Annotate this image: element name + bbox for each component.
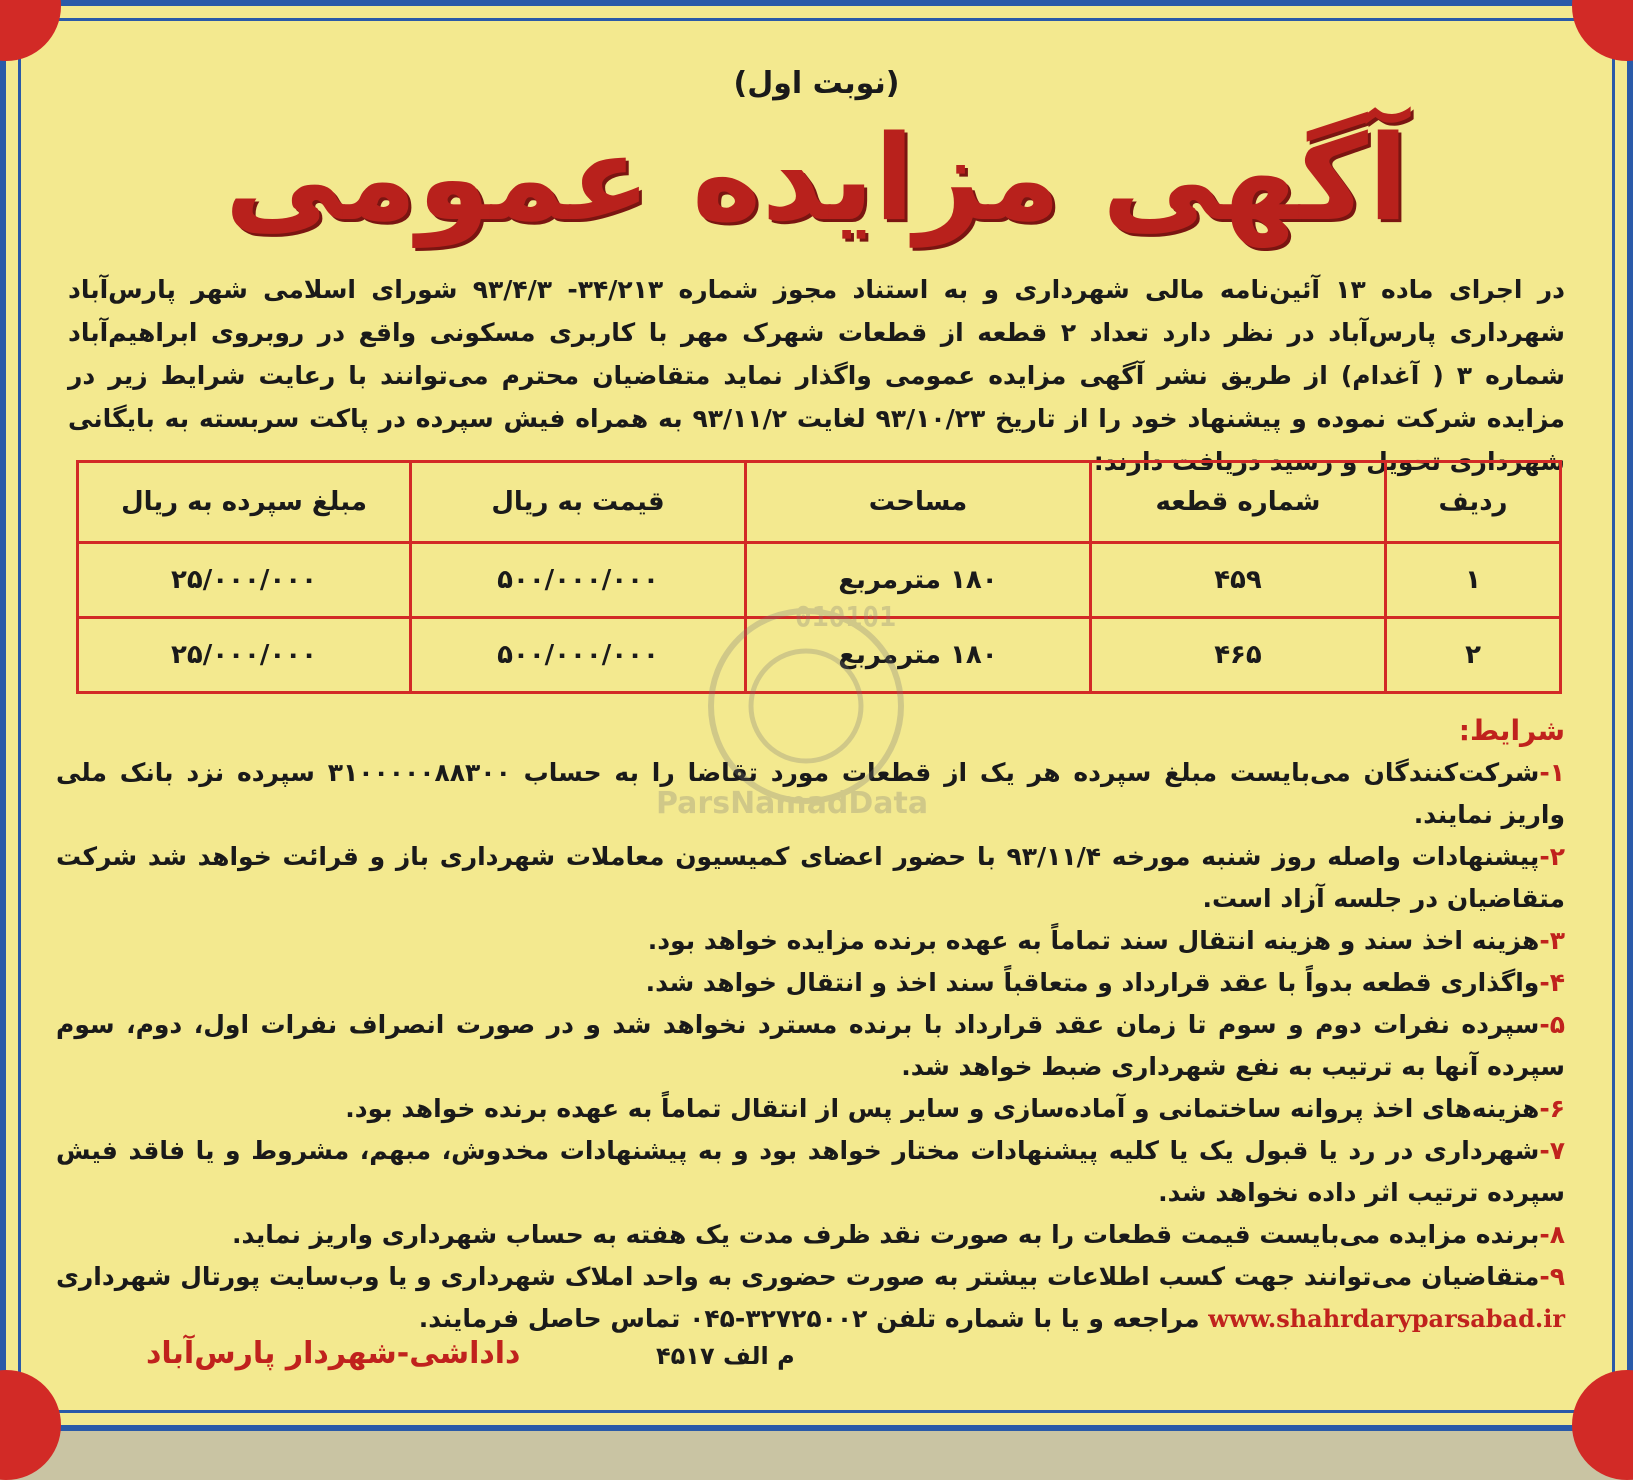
condition-text: هزینه اخذ سند و هزینه انتقال سند تماماً به عهده برنده مزایده خواهد بود. (647, 926, 1540, 955)
cell-price: ۵۰۰/۰۰۰/۰۰۰ (411, 618, 746, 693)
conditions-heading: شرایط: (1458, 714, 1565, 747)
publication-reference: م الف ۴۵۱۷ (656, 1342, 795, 1370)
condition-number: ۱- (1539, 758, 1566, 787)
conditions-list (56, 752, 1565, 1340)
condition-number: ۶- (1539, 1094, 1565, 1123)
condition-item (56, 1088, 1565, 1130)
condition-text: برنده مزایده می‌بایست قیمت قطعات را به صورت نقد ظرف مدت یک هفته به حساب شهرداری واریز نماید. (231, 1220, 1540, 1249)
condition-number: ۴- (1539, 968, 1565, 997)
condition-text: شهرداری در رد یا قبول یک یا کلیه پیشنهادات مختار خواهد بود و به پیشنهادات مخدوش، مبهم، مشروط و یا فاقد فیش سپرده ترتیب اثر داده نخواهد شد. (56, 1136, 1565, 1207)
corner-decoration (0, 1370, 61, 1480)
condition-item (56, 752, 1565, 836)
condition-number: ۹- (1539, 1262, 1565, 1291)
condition-item (56, 1214, 1565, 1256)
table-row (78, 618, 1561, 693)
cell-price: ۵۰۰/۰۰۰/۰۰۰ (411, 543, 746, 618)
condition-number: ۳- (1539, 926, 1565, 955)
corner-decoration (0, 0, 61, 61)
condition-number: ۵- (1539, 1010, 1565, 1039)
cell-area: ۱۸۰ مترمربع (746, 618, 1091, 693)
condition-text: شرکت‌کنندگان می‌بایست مبلغ سپرده هر یک از قطعات مورد تقاضا را به حساب ۳۱۰۰۰۰۰۸۸۳۰۰ سپرده نزد بانک ملی واریز نمایند. (56, 758, 1565, 829)
condition-text-tail: مراجعه و یا با شماره تلفن ۳۲۷۲۵۰۰۲-۰۴۵ تماس حاصل فرمایند. (418, 1304, 1200, 1333)
condition-text: پیشنهادات واصله روز شنبه مورخه ۹۳/۱۱/۴ با حضور اعضای کمیسیون معاملات شهرداری باز و قرائت خواهد شد شرکت متقاضیان در جلسه آزاد است. (56, 842, 1565, 913)
table-header-row (78, 462, 1561, 543)
col-header-plot-number: شماره قطعه (1091, 462, 1386, 543)
notice-round: (نوبت اول) (733, 66, 900, 101)
cell-plot-number: ۴۵۹ (1091, 543, 1386, 618)
condition-number: ۲- (1539, 842, 1565, 871)
watermark-digits: 010101 (794, 600, 896, 633)
cell-row-number: ۱ (1386, 543, 1561, 618)
cell-plot-number: ۴۶۵ (1091, 618, 1386, 693)
intro-paragraph: در اجرای ماده ۱۳ آئین‌نامه مالی شهرداری و به استناد مجوز شماره ۳۴/۲۱۳- ۹۳/۴/۳ شورای اسلامی شهر پارس‌آباد شهرداری پارس‌آباد در نظر دارد تعداد ۲ قطعه از قطعات شهرک مهر با کاربری مسکونی واقع در روبروی ابراهیم‌آباد شماره ۳ ( آغدام) از طریق نشر آگهی مزایده عمومی واگذار نماید متقاضیان محترم می‌توانند با رعایت شرایط زیر در مزایده شرکت نموده و پیشنهاد خود را از تاریخ ۹۳/۱۰/۲۳ لغایت ۹۳/۱۱/۲ به همراه فیش سپرده در پاکت سربسته به بایگانی شهرداری تحویل و رسید دریافت دارند: (68, 275, 1565, 476)
cell-area: ۱۸۰ مترمربع (746, 543, 1091, 618)
cell-row-number: ۲ (1386, 618, 1561, 693)
table-row (78, 543, 1561, 618)
condition-item (56, 962, 1565, 1004)
plots-table (76, 460, 1562, 694)
condition-number: ۸- (1539, 1220, 1565, 1249)
col-header-row-number: ردیف (1386, 462, 1561, 543)
condition-text: سپرده نفرات دوم و سوم تا زمان عقد قرارداد با برنده مسترد نخواهد شد و در صورت انصراف نفرات اول، دوم، سوم سپرده آنها به ترتیب به نفع شهرداری ضبط خواهد شد. (56, 1010, 1565, 1081)
condition-item (56, 1130, 1565, 1214)
condition-text: متقاضیان می‌توانند جهت کسب اطلاعات بیشتر به صورت حضوری به واحد املاک شهرداری و یا وب‌سایت پورتال شهرداری (56, 1262, 1540, 1291)
col-header-area: مساحت (746, 462, 1091, 543)
corner-decoration (1572, 0, 1633, 61)
condition-item (56, 920, 1565, 962)
corner-decoration (1572, 1370, 1633, 1480)
watermark-text: ParsNamadData (656, 786, 929, 821)
condition-item (56, 836, 1565, 920)
condition-text: هزینه‌های اخذ پروانه ساختمانی و آماده‌سازی و سایر پس از انتقال تماماً به عهده برنده خواهد بود. (345, 1094, 1540, 1123)
cell-deposit: ۲۵/۰۰۰/۰۰۰ (78, 543, 411, 618)
website-link[interactable]: www.shahrdaryparsabad.ir (1208, 1304, 1565, 1333)
condition-text: واگذاری قطعه بدواً با عقد قرارداد و متعاقباً سند اخذ و انتقال خواهد شد. (645, 968, 1540, 997)
col-header-price: قیمت به ریال (411, 462, 746, 543)
condition-item (56, 1004, 1565, 1088)
condition-number: ۷- (1539, 1136, 1565, 1165)
mayor-signature: داداشی-شهردار پارس‌آباد (146, 1336, 521, 1371)
condition-item (56, 1256, 1565, 1340)
col-header-deposit: مبلغ سپرده به ریال (78, 462, 411, 543)
page-title: آگهی مزایده عمومی (224, 109, 1409, 247)
cell-deposit: ۲۵/۰۰۰/۰۰۰ (78, 618, 411, 693)
